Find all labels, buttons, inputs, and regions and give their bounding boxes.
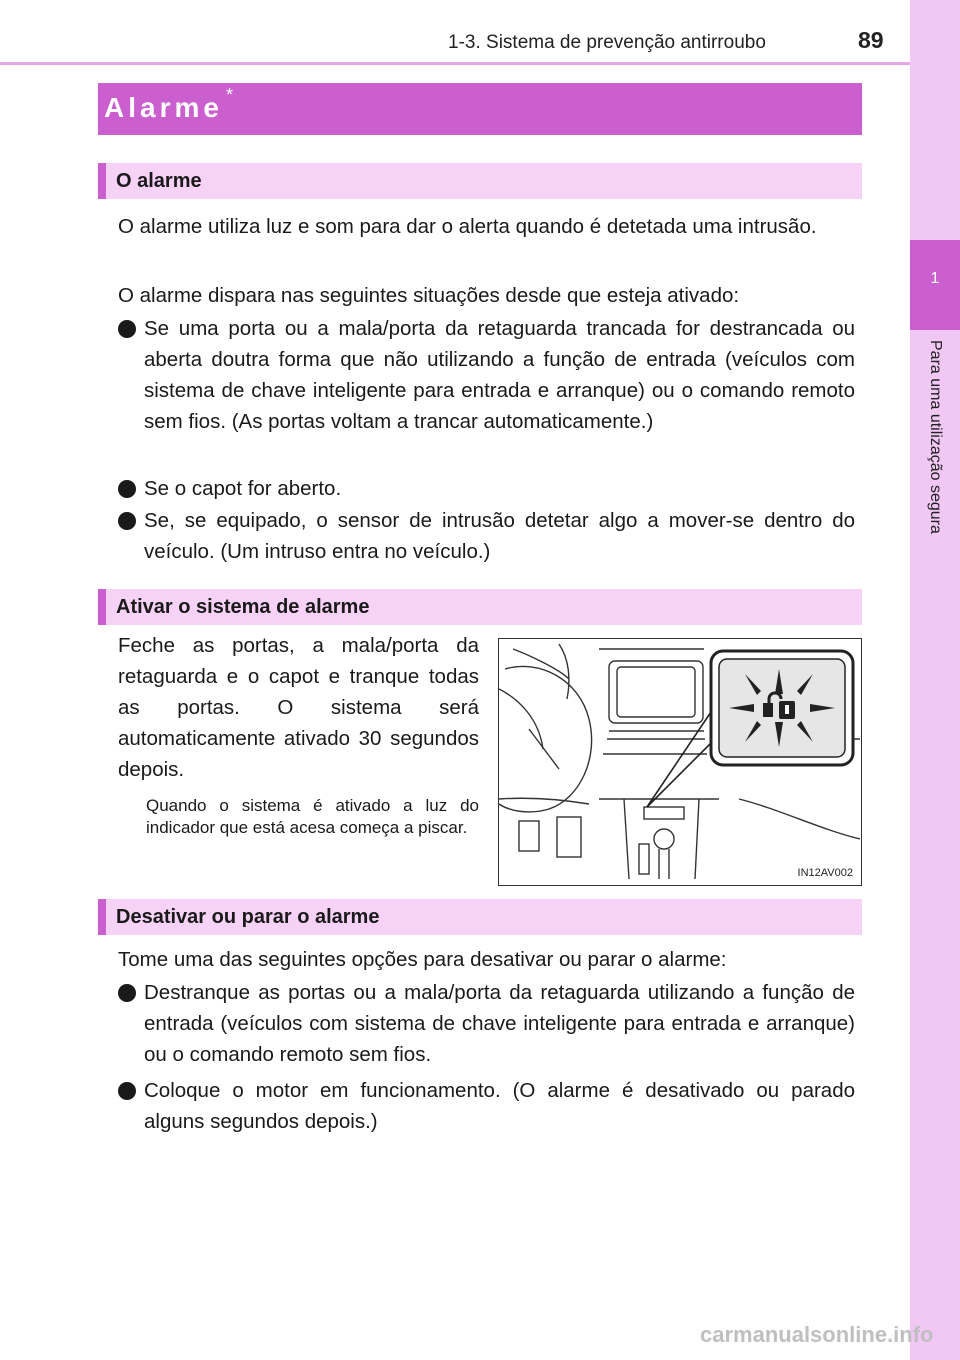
activation-note: Quando o sistema é ativado a luz do indicador que está acesa começa a piscar. <box>146 796 479 837</box>
deactivation-lead-paragraph: Tome uma das seguintes opções para desativar ou parar o alarme: <box>118 948 727 971</box>
page-title-bar <box>98 83 862 135</box>
section-heading-o-alarme: O alarme <box>98 163 862 199</box>
chapter-title: Para uma utilização segura <box>927 340 944 534</box>
title-asterisk: * <box>226 85 234 105</box>
bullet-icon <box>118 480 136 498</box>
bullet-icon <box>118 1082 136 1100</box>
page-number: 89 <box>858 27 884 53</box>
chapter-number-tab <box>910 240 960 330</box>
chapter-side-tab <box>910 0 960 1360</box>
bullet-icon <box>118 320 136 338</box>
bullet-item-start-engine: Coloque o motor em funcionamento. (O alarme é desativado ou parado alguns segundos depois.) <box>144 1079 855 1133</box>
header-section-title: 1-3. Sistema de prevenção antirroubo <box>448 32 766 53</box>
section-heading-desativar: Desativar ou parar o alarme <box>98 899 862 935</box>
bullet-item-intrusion-sensor: Se, se equipado, o sensor de intrusão detetar algo a mover-se dentro do veículo. (Um intruso entra no veículo.) <box>144 509 855 563</box>
dashboard-illustration <box>498 638 862 886</box>
bullet-item-door: Se uma porta ou a mala/porta da retaguarda trancada for destrancada ou aberta doutra forma que não utilizando a função de entrada (veículos com sistema de chave inteligente para entrada e arranque) ou o comando remoto sem fios. (As portas voltam a trancar automaticamente.) <box>144 317 855 433</box>
intro-paragraph: O alarme utiliza luz e som para dar o alerta quando é detetada uma intrusão. <box>118 215 817 238</box>
bullet-item-hood: Se o capot for aberto. <box>144 477 342 500</box>
bullet-item-unlock: Destranque as portas ou a mala/porta da retaguarda utilizando a função de entrada (veículos com sistema de chave inteligente para entrada e arranque) ou o comando remoto sem fios. <box>144 981 855 1066</box>
header-rule <box>0 62 910 65</box>
figure-code: IN12AV002 <box>797 867 853 879</box>
trigger-lead-paragraph: O alarme dispara nas seguintes situações desde que esteja ativado: <box>118 284 740 307</box>
watermark: carmanualsonline.info <box>700 1322 934 1347</box>
section-heading-ativar: Ativar o sistema de alarme <box>98 589 862 625</box>
bullet-icon <box>118 512 136 530</box>
dashboard-drawing <box>499 639 860 884</box>
bullet-icon <box>118 984 136 1002</box>
page-title: Alarme <box>104 92 223 123</box>
activation-paragraph: Feche as portas, a mala/porta da retaguarda e o capot e tranque todas as portas. O sistema será automaticamente ativado 30 segundos depois. <box>118 634 479 781</box>
chapter-number: 1 <box>930 270 940 287</box>
page-header <box>0 0 910 66</box>
